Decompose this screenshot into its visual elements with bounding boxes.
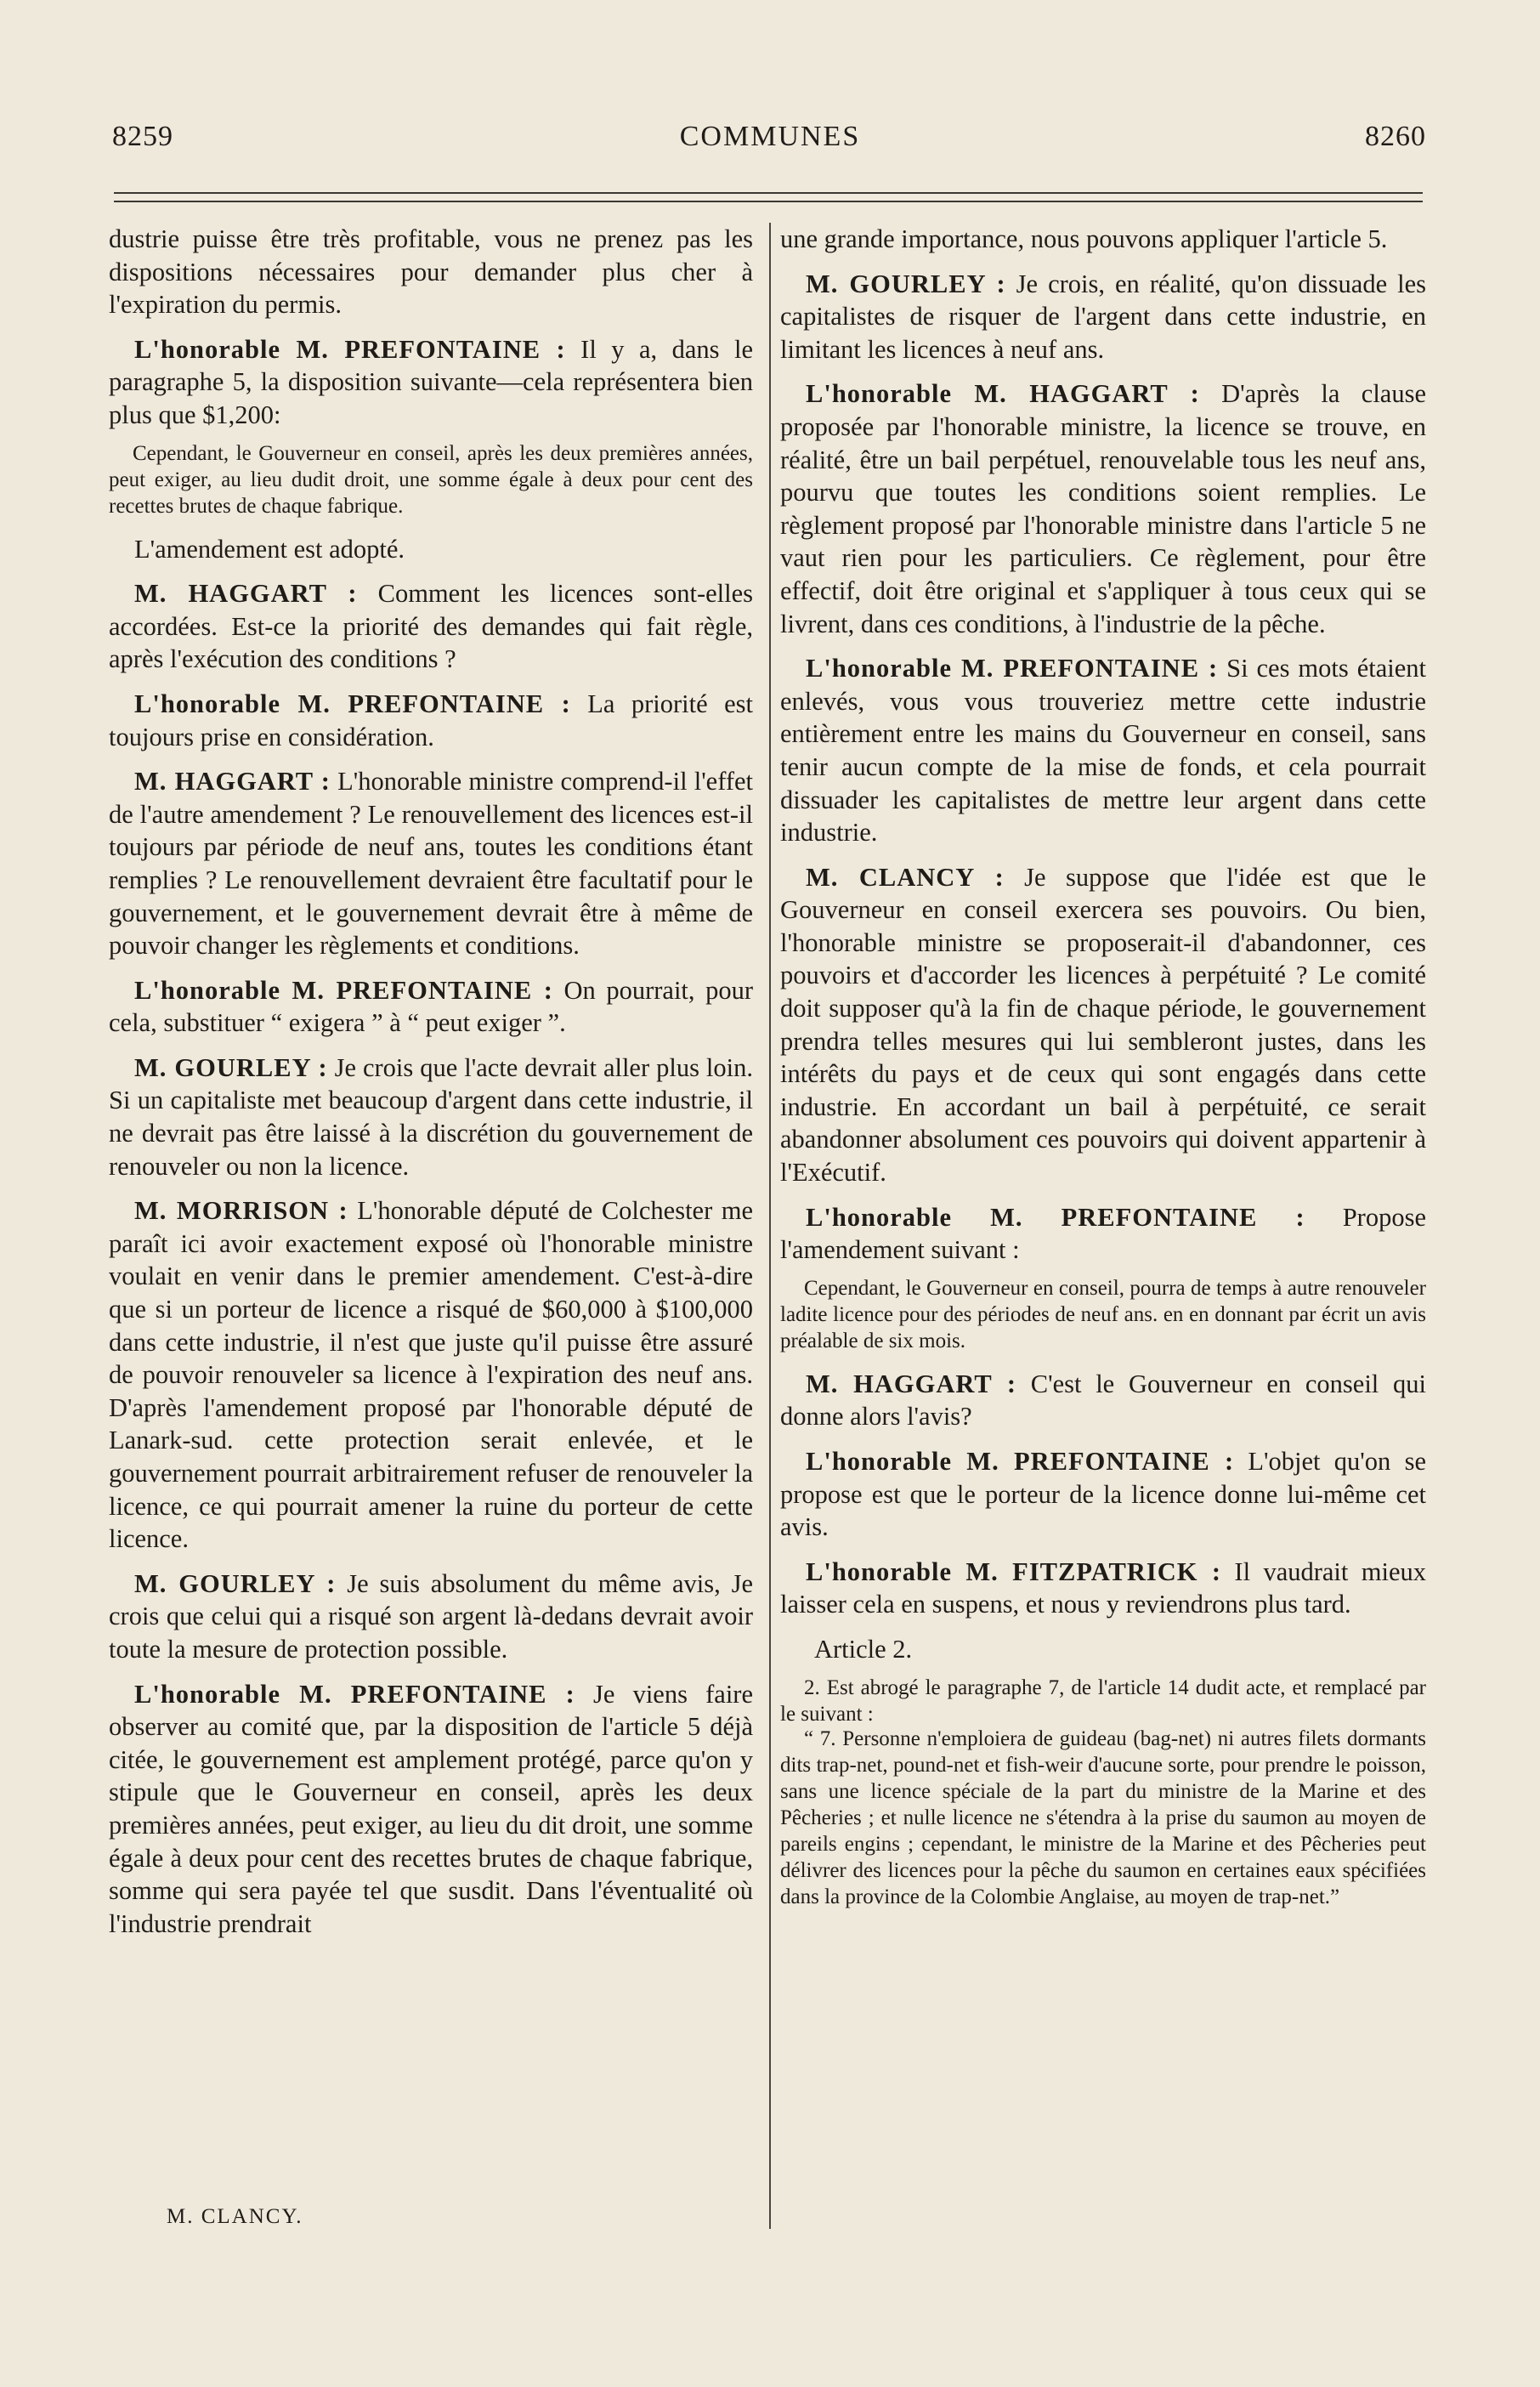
paragraph [780,1445,1426,1544]
paragraph-text: C'est le Gouverneur en conseil qui donne alors l'avis? [780,1369,1426,1432]
paragraph-text: L'honorable ministre comprend-il l'effet de l'autre amendement ? Le renouvellement des licences est-il toujours par période de neuf ans, toutes les conditions étant remplies ? Le renouvellement devraient être facultatif pour le gouvernement, et le gouvernement devrait être à même de pouvoir changer les règlements et conditions. [109,767,753,961]
article-heading [780,1633,1426,1666]
paragraph [780,377,1426,640]
paragraph [780,223,1426,256]
paragraph [780,1368,1426,1433]
paragraph-text: Cependant, le Gouverneur en conseil, pourra de temps à autre renouveler ladite licence pour des périodes de neuf ans. en en donnant par écrit un avis préalable de six mois. [780,1276,1426,1352]
paragraph [109,1052,753,1182]
paragraph-text: Il vaudrait mieux laisser cela en suspens, et nous y reviendrons plus tard. [780,1556,1426,1619]
speaker-name: L'honorable M. HAGGART : [806,379,1200,409]
paragraph-text: Je suis absolument du même avis, Je crois que celui qui a risqué son argent là-dedans devrait avoir toute la mesure de protection possible. [109,1568,753,1664]
quoted-text [780,1675,1426,1727]
header-rule [114,192,1423,194]
paragraph-text: Je viens faire observer au comité que, par la disposition de l'article 5 déjà citée, le gouvernement est amplement protégé, parce qu'on y stipule que le Gouverneur en conseil, après les deux premières années, peut exiger, au lieu du dit droit, une somme égale à deux pour cent des recettes brutes de chaque fabrique, somme qui sera payée tel que susdit. Dans l'éventualité où l'industrie prendrait [109,1679,753,1938]
speaker-name: L'honorable M. PREFONTAINE : [806,654,1219,683]
left-column [109,223,753,1952]
running-title: COMMUNES [679,121,861,152]
paragraph [109,974,753,1040]
paragraph-text: 2. Est abrogé le paragraphe 7, de l'article 14 dudit acte, et remplacé par le suivant : [780,1675,1426,1726]
paragraph-text: une grande importance, nous pouvons appliquer l'article 5. [780,224,1388,253]
paragraph [780,652,1426,849]
paragraph [109,577,753,676]
right-page-number: 8260 [1365,121,1426,152]
speaker-name: M. GOURLEY : [134,1052,328,1082]
quoted-text [109,440,753,519]
speaker-name: L'honorable M. PREFONTAINE : [806,1447,1235,1476]
paragraph-text: L'amendement est adopté. [134,534,405,564]
column-divider [769,223,771,2229]
header-rule [114,201,1423,202]
paragraph-text: Je crois, en réalité, qu'on dissuade les capitalistes de risquer de l'argent dans cette industrie, en limitant les licences à neuf ans. [780,269,1426,364]
paragraph [109,1194,753,1556]
quoted-text [780,1275,1426,1354]
speaker-name: M. HAGGART : [134,579,358,609]
paragraph [109,765,753,962]
speaker-name: L'honorable M. PREFONTAINE : [134,689,571,718]
quoted-text [780,1726,1426,1910]
paragraph-text: La priorité est toujours prise en considération. [109,689,753,751]
right-column [780,223,1426,1924]
paragraph-text: Si ces mots étaient enlevés, vous vous trouveriez mettre cette industrie entièrement entre les mains du Gouverneur en conseil, sans tenir aucun compte de la mise de fonds, et cela pourrait dissuader les capitalistes de mettre leur argent dans cette industrie. [780,654,1426,848]
left-page-number: 8259 [112,121,173,152]
catchword: M. CLANCY. [167,2205,303,2228]
paragraph-text: dustrie puisse être très profitable, vous ne prenez pas les dispositions nécessaires pour demander plus cher à l'expiration du permis. [109,224,753,320]
paragraph [109,688,753,753]
speaker-name: M. MORRISON : [134,1196,348,1226]
paragraph-text: On pourrait, pour cela, substituer “ exigera ” à “ peut exiger ”. [109,975,753,1038]
paragraph [780,1556,1426,1621]
paragraph [109,1568,753,1666]
paragraph [109,533,753,566]
paragraph [780,268,1426,366]
speaker-name: M. HAGGART : [134,767,331,797]
speaker-name: L'honorable M. PREFONTAINE : [806,1202,1305,1232]
speaker-name: M. GOURLEY : [134,1568,337,1598]
paragraph [109,333,753,432]
paragraph-text: L'honorable député de Colchester me paraît ici avoir exactement exposé où l'honorable ministre voulait en venir dans le premier amendement. C'est-à-dire que si un porteur de licence a risqué de $60,000 à $100,000 dans cette industrie, il n'est que juste qu'il puisse être assuré de pouvoir renouveler sa licence à l'expiration des neuf ans. D'après l'amendement proposé par l'honorable député de Lanark-sud. cette protection serait enlevée, et le gouvernement pourrait arbitrairement refuser de renouveler la licence, ce qui pourrait amener la ruine du porteur de cette licence. [109,1196,754,1554]
speaker-name: L'honorable M. FITZPATRICK : [806,1556,1222,1586]
paragraph-text: Article 2. [814,1634,913,1664]
paragraph [780,1201,1426,1267]
paragraph-text: “ 7. Personne n'emploiera de guideau (bag-net) ni autres filets dormants dits trap-net, pound-net et fish-weir d'aucune sorte, pour prendre le poisson, sans une licence spéciale de la part du ministre de la Marine et des Pêcheries ; et nulle licence ne s'étendra à la prise du saumon au moyen de pareils engins ; cependant, le ministre de la Marine et des Pêcheries peut délivrer des licences pour la pêche du saumon en certaines eaux spécifiées dans la province de la Colombie Anglaise, au moyen de trap-net.” [780,1726,1426,1908]
paragraph [780,861,1426,1189]
speaker-name: L'honorable M. PREFONTAINE : [134,975,553,1005]
paragraph [109,1678,753,1941]
paragraph-text: L'objet qu'on se propose est que le porteur de la licence donne lui-même cet avis. [780,1447,1426,1542]
paragraph-text: Propose l'amendement suivant : [780,1202,1426,1265]
speaker-name: M. HAGGART : [806,1369,1017,1398]
paragraph-text: D'après la clause proposée par l'honorable ministre, la licence se trouve, en réalité, être un bail perpétuel, renouvelable tous les neuf ans, pourvu que toutes les conditions soient remplies. Le règlement proposé par l'honorable ministre dans l'article 5 ne vaut rien pour les particuliers. Ce règlement, pour être effectif, doit être original et s'appliquer à tous ceux qui se livrent, dans ces conditions, à l'industrie de la pêche. [780,379,1427,638]
speaker-name: M. CLANCY : [806,862,1005,892]
paragraph-text: Comment les licences sont-elles accordées. Est-ce la priorité des demandes qui fait règle, après l'exécution des conditions ? [109,579,753,674]
paragraph-text: Je suppose que l'idée est que le Gouverneur en conseil exercera ses pouvoirs. Ou bien, l'honorable ministre se proposerait-il d'abandonner, ces pouvoirs et d'accorder les licences à perpétuité ? Le comité doit supposer qu'à la fin de chaque période, le gouvernement prendra telles mesures qui lui sembleront justes, dans les intérêts du pays et de ceux qui sont engagés dans cette industrie. En accordant un bail à perpétuité, ce serait abandonner absolument ces pouvoirs qui doivent appartenir à l'Exécutif. [780,862,1426,1188]
paragraph [109,223,753,321]
paragraph-text: Il y a, dans le paragraphe 5, la disposition suivante—cela représentera bien plus que $1,200: [109,334,753,429]
paragraph-text: Je crois que l'acte devrait aller plus loin. Si un capitaliste met beaucoup d'argent dans cette industrie, il ne devrait pas être laissé à la discrétion du gouvernement de renouveler ou non la licence. [109,1052,753,1181]
speaker-name: M. GOURLEY : [806,269,1006,298]
speaker-name: L'honorable M. PREFONTAINE : [134,1679,575,1709]
paragraph-text: Cependant, le Gouverneur en conseil, après les deux premières années, peut exiger, au lieu dudit droit, une somme égale à deux pour cent des recettes brutes de chaque fabrique. [109,441,753,518]
speaker-name: L'honorable M. PREFONTAINE : [134,334,566,364]
